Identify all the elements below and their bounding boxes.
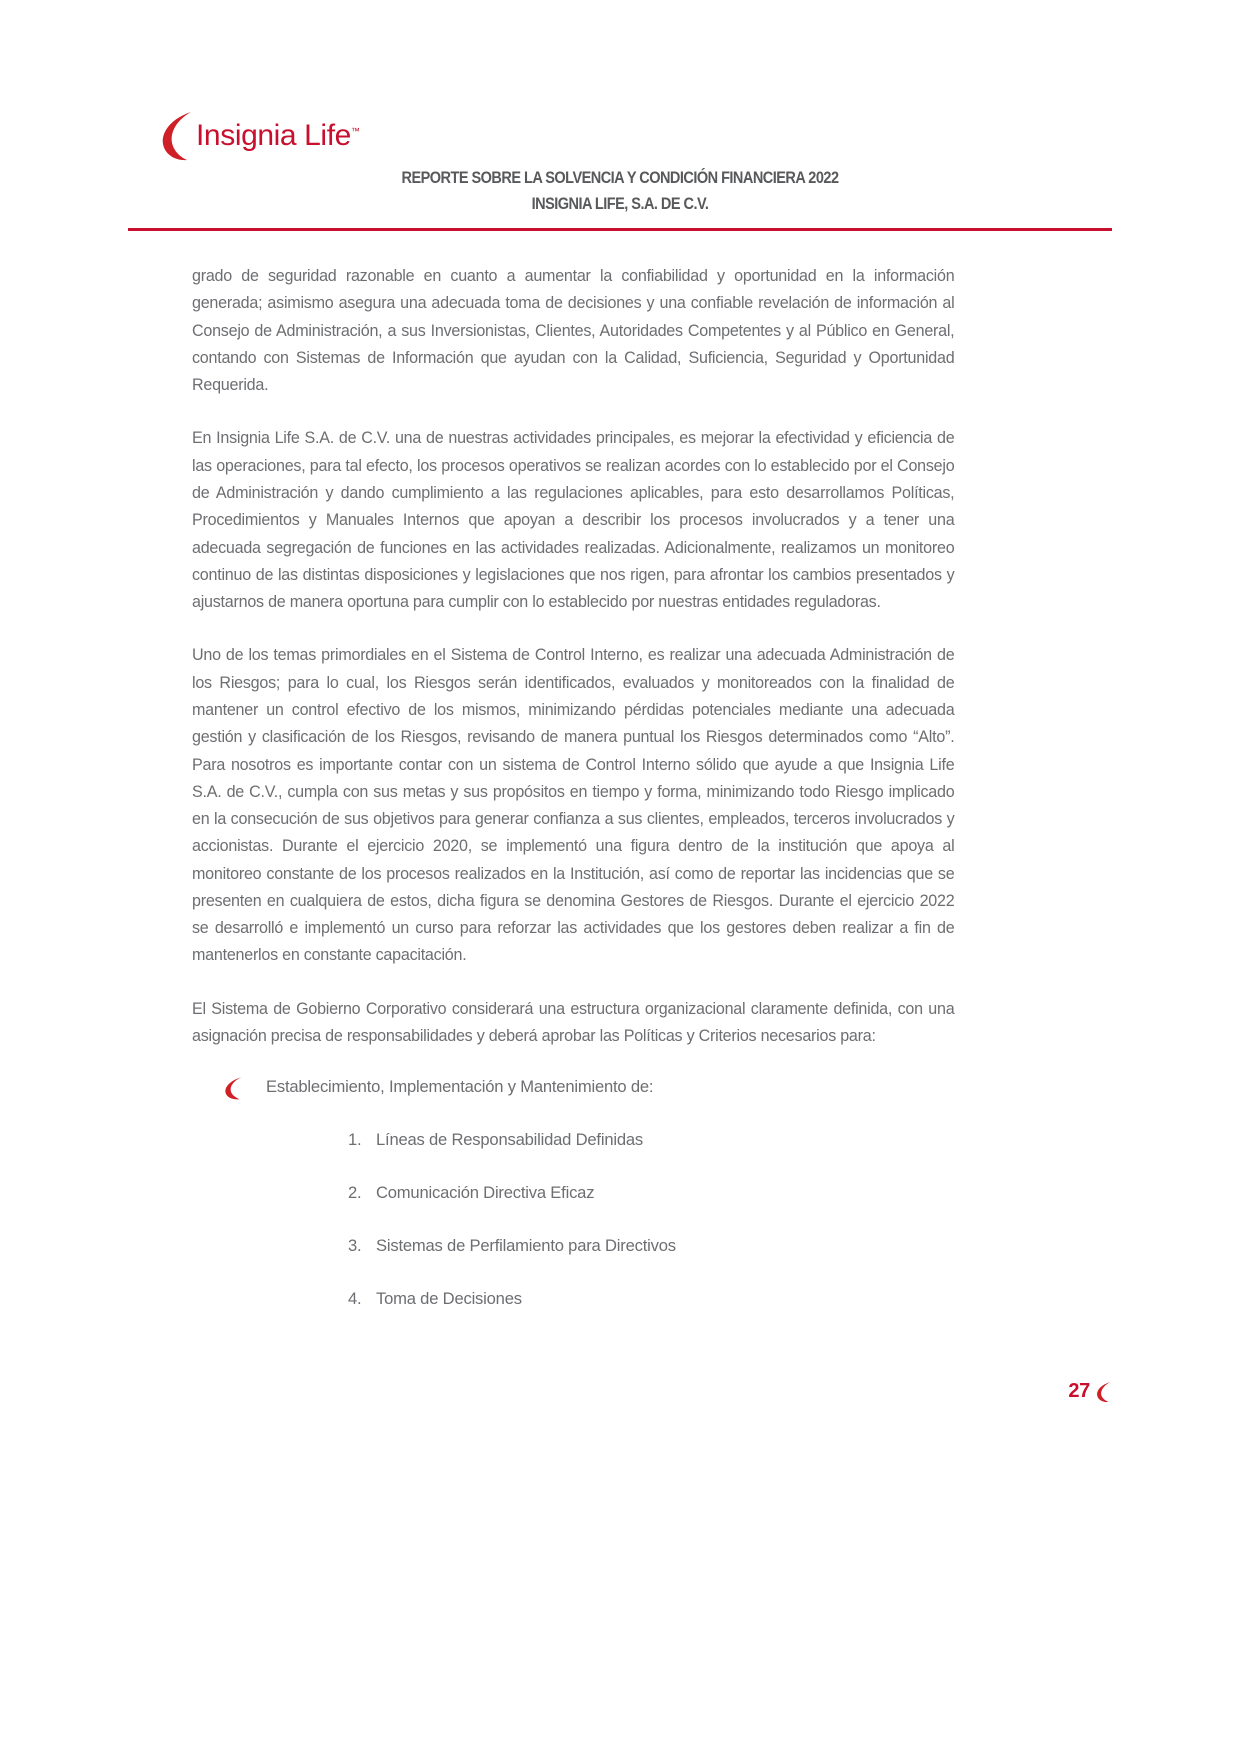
insignia-life-logo xyxy=(160,108,360,164)
document-body xyxy=(192,262,978,1342)
list-item xyxy=(348,1183,978,1203)
bullet-list xyxy=(192,1075,978,1100)
numbered-list xyxy=(192,1130,978,1309)
header-title-group xyxy=(0,166,1240,217)
list-item xyxy=(348,1130,978,1150)
list-item-number: 2. xyxy=(348,1183,362,1203)
page-number: 27 xyxy=(1068,1380,1090,1402)
list-item-number: 3. xyxy=(348,1236,362,1256)
header-divider-rule xyxy=(128,228,1112,231)
list-item xyxy=(224,1075,978,1100)
list-item xyxy=(348,1236,978,1256)
paragraph-2: En Insignia Life S.A. de C.V. una de nuestras actividades principales, es mejorar la efectividad y eficiencia de las operaciones, para tal efecto, los procesos operativos se realizan acordes con lo establecido por el Consejo de Administración y dando cumplimiento a las regulaciones aplicables, para esto desarrollamos Políticas, Procedimientos y Manuales Internos que apoyan a describir los procesos involucrados y a tener una adecuada segregación de funciones en las actividades realizadas. Adicionalmente, realizamos un monitoreo continuo de las distintas disposiciones y legislaciones que nos rigen, para afrontar los cambios presentados y ajustarnos de manera oportuna para cumplir con lo establecido por nuestras entidades reguladoras. xyxy=(192,428,955,612)
crescent-footer-icon xyxy=(1096,1381,1112,1403)
paragraph-4: El Sistema de Gobierno Corporativo considerará una estructura organizacional claramente definida, con una asignación precisa de responsabilidades y deberá aprobar las Políticas y Criterios necesarios para: xyxy=(192,998,955,1046)
list-item-number: 1. xyxy=(348,1130,362,1150)
list-item-label: Toma de Decisiones xyxy=(376,1289,522,1309)
page-header xyxy=(0,108,1240,238)
list-item-label: Líneas de Responsabilidad Definidas xyxy=(376,1130,643,1150)
list-item xyxy=(348,1289,978,1309)
logo-trademark: ™ xyxy=(350,126,360,136)
list-item-number: 4. xyxy=(348,1289,362,1309)
list-item-label: Comunicación Directiva Eficaz xyxy=(376,1183,595,1203)
crescent-bullet-icon xyxy=(224,1076,244,1100)
crescent-logo-icon xyxy=(160,110,194,162)
bullet-item-label: Establecimiento, Implementación y Mantenimiento de: xyxy=(266,1077,654,1097)
header-title-line-1: REPORTE SOBRE LA SOLVENCIA Y CONDICIÓN FINANCIERA 2022 xyxy=(401,169,839,187)
logo-wordmark: Insignia Life™ xyxy=(196,119,360,152)
paragraph-1: grado de seguridad razonable en cuanto a aumentar la confiabilidad y oportunidad en la información generada; asimismo asegura una adecuada toma de decisiones y una confiable revelación de información al Consejo de Administración, a sus Inversionistas, Clientes, Autoridades Competentes y al Público en General, contando con Sistemas de Información que ayudan con la Calidad, Suficiencia, Seguridad y Oportunidad Requerida. xyxy=(192,266,955,395)
list-item-label: Sistemas de Perfilamiento para Directivos xyxy=(376,1236,676,1256)
paragraph-3: Uno de los temas primordiales en el Sistema de Control Interno, es realizar una adecuada Administración de los Riesgos; para lo cual, los Riesgos serán identificados, evaluados y monitoreados con la finalidad de mantener un control efectivo de los mismos, minimizando pérdidas potenciales mediante una adecuada gestión y clasificación de los Riesgos, revisando de manera puntual los Riesgos determinados como “Alto”. Para nosotros es importante contar con un sistema de Control Interno sólido que ayude a que Insignia Life S.A. de C.V., cumpla con sus metas y sus propósitos en tiempo y forma, minimizando todo Riesgo implicado en la consecución de sus objetivos para generar confianza a sus clientes, empleados, terceros involucrados y accionistas. Durante el ejercicio 2020, se implementó una figura dentro de la institución que apoya al monitoreo constante de los procesos realizados en la Institución, así como de reportar las incidencias que se presenten en cualquiera de estos, dicha figura se denomina Gestores de Riesgos. Durante el ejercicio 2022 se desarrolló e implementó un curso para reforzar las actividades que los gestores deben realizar a fin de mantenerlos en constante capacitación. xyxy=(192,645,955,965)
page-footer xyxy=(1068,1380,1112,1403)
header-title-line-2: INSIGNIA LIFE, S.A. DE C.V. xyxy=(531,194,709,213)
